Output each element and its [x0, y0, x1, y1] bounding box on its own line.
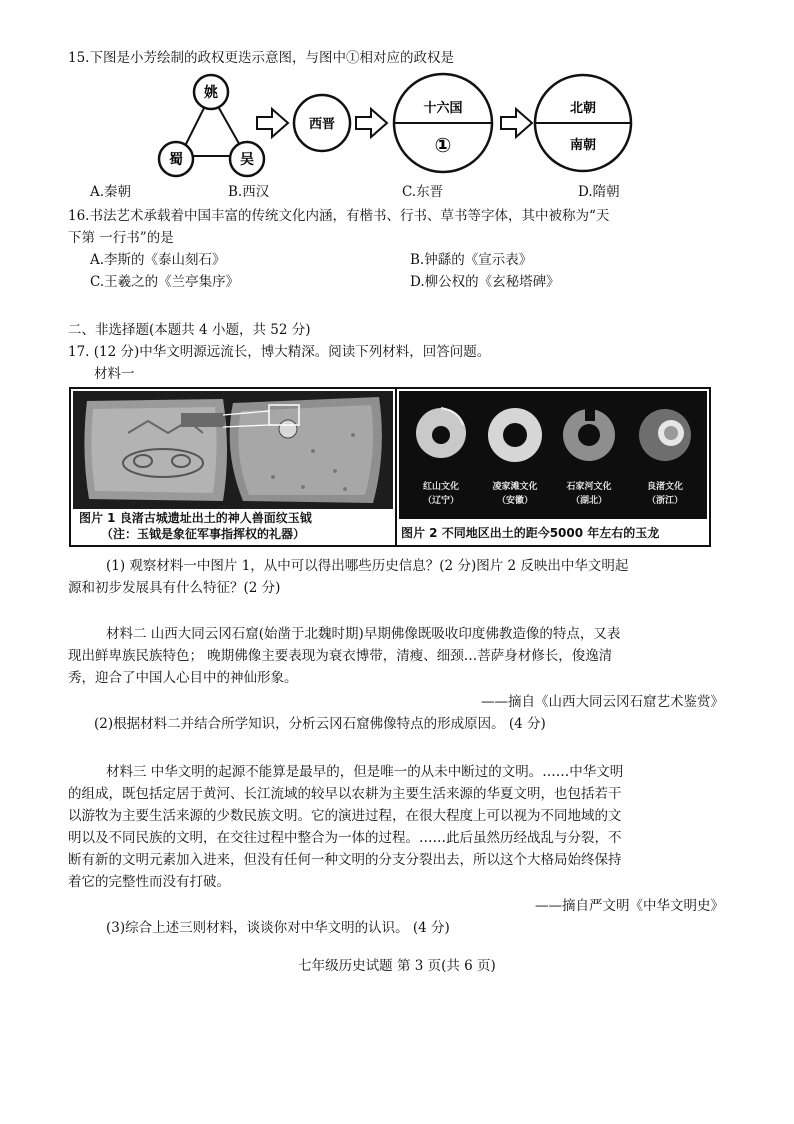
figure2-panel [397, 389, 709, 545]
node-shu: 蜀 [169, 152, 183, 168]
q16-option-c: C.王羲之的《兰亭集序》 [90, 274, 240, 290]
material1-figure [69, 387, 711, 547]
q16-option-b: B.钟繇的《宣示表》 [410, 252, 533, 268]
q15-option-b: B.西汉 [228, 184, 270, 200]
q15-option-a: A.秦朝 [90, 184, 132, 200]
q15-stem: 15.下图是小芳绘制的政权更迭示意图，与图中①相对应的政权是 [68, 50, 454, 66]
figure2-label-lingjiatan: 凌家滩文化 [492, 482, 538, 492]
material2-line1: 材料二 山西大同云冈石窟(始凿于北魏时期)早期佛像既吸收印度佛教造像的特点，又表 [106, 626, 621, 642]
material3-line3: 以游牧为主要生活来源的少数民族文明。它的演进过程，在很大程度上可以视为不同地域的文 [68, 808, 622, 824]
material1-label: 材料一 [94, 366, 135, 382]
figure2-label-hongshan: 红山文化 [422, 482, 460, 492]
q15-option-c: C.东晋 [402, 184, 444, 200]
node-circle-one: ① [434, 133, 452, 157]
section-heading: 二、非选择题(本题共 4 小题，共 52 分) [68, 322, 311, 338]
q17-sub3: (3)综合上述三则材料，谈谈你对中华文明的认识。 (4 分) [106, 920, 450, 936]
figure2-region-anhui: （安徽） [496, 496, 534, 506]
figure1-panel [71, 389, 397, 545]
material3-line2: 的组成，既包括定居于黄河、长江流域的较早以农耕为主要生活来源的华夏文明，也包括若干 [68, 786, 622, 802]
node-wu: 吴 [240, 152, 254, 168]
q15-option-d: D.隋朝 [578, 184, 620, 200]
figure2-caption: 图片 2 不同地区出土的距今5000 年左右的玉龙 [401, 526, 660, 540]
jade-yue-image [73, 391, 393, 509]
material3-source: ——摘自严文明《中华文明史》 [535, 898, 724, 914]
node-xijin: 西晋 [308, 117, 336, 132]
arrow-right-icon [257, 109, 288, 137]
arrow-right-icon [356, 109, 387, 137]
q16-stem-line2: 下第 一行书”的是 [68, 230, 174, 246]
node-northern-dynasties: 北朝 [569, 101, 597, 116]
node-southern-dynasties: 南朝 [569, 138, 597, 153]
material3-line6: 着它的完整性而没有打破。 [68, 874, 230, 890]
material2-line2: 现出鲜卑族民族特色； 晚期佛像主要表现为衰衣博带，清瘦、细颈…菩萨身材修长，俊逸清 [68, 648, 613, 664]
q16-stem-line1: 16.书法艺术承载着中国丰富的传统文化内涵，有楷书、行书、草书等字体，其中被称为“天 [68, 208, 610, 224]
figure1-caption-line2: （注：玉钺是象征军事指挥权的礼器） [101, 527, 306, 541]
figure2-region-hubei: （湖北） [570, 496, 608, 506]
q17-stem: 17. (12 分)中华文明源远流长，博大精深。阅读下列材料，回答问题。 [68, 344, 491, 360]
material2-line3: 秀，迎合了中国人心目中的神仙形象。 [68, 670, 298, 686]
arrow-right-icon [501, 109, 532, 137]
figure2-region-liaoning: （辽宁） [422, 496, 460, 506]
figure2-label-shijiahe: 石家河文化 [566, 482, 612, 492]
material3-line1: 材料三 中华文明的起源不能算是最早的，但是唯一的从未中断过的文明。……中华文明 [106, 764, 624, 780]
q16-option-d: D.柳公权的《玄秘塔碑》 [410, 274, 560, 290]
figure2-region-zhejiang: （浙江） [646, 496, 684, 506]
page-footer: 七年级历史试题 第 3 页(共 6 页) [298, 958, 496, 974]
regime-diagram [0, 72, 794, 187]
material3-line4: 明以及不同民族的文明，在交往过程中整合为一体的过程。……此后虽然历经战乱与分裂，不 [68, 830, 622, 846]
q16-option-a: A.李斯的《泰山刻石》 [90, 252, 226, 268]
jade-dragon-liangzhu [639, 409, 691, 461]
jade-dragon-image [399, 391, 707, 519]
triangle-group [159, 75, 264, 176]
figure2-label-liangzhu: 良渚文化 [646, 482, 684, 492]
q17-sub2: (2)根据材料二并结合所学知识，分析云冈石窟佛像特点的形成原因。 (4 分) [94, 716, 546, 732]
q17-sub1-line2: 源和初步发展具有什么特征？(2 分) [68, 580, 281, 596]
jade-dragon-lingjiatan [488, 408, 542, 462]
jade-dragon-hongshan [416, 408, 466, 458]
node-sixteen-kingdoms: 十六国 [423, 101, 463, 116]
material3-line5: 断有新的文明元素加入进来，但没有任何一种文明的分支分裂出去，所以这个大格局始终保持 [68, 852, 622, 868]
figure1-caption-line1: 图片 1 良渚古城遗址出土的神人兽面纹玉钺 [79, 511, 312, 525]
node-yao: 姚 [204, 85, 218, 101]
material2-source: ——摘自《山西大同云冈石窟艺术鉴赏》 [481, 694, 724, 710]
q17-sub1-line1: (1) 观察材料一中图片 1，从中可以得出哪些历史信息？(2 分)图片 2 反映出中华文明起 [106, 558, 629, 574]
